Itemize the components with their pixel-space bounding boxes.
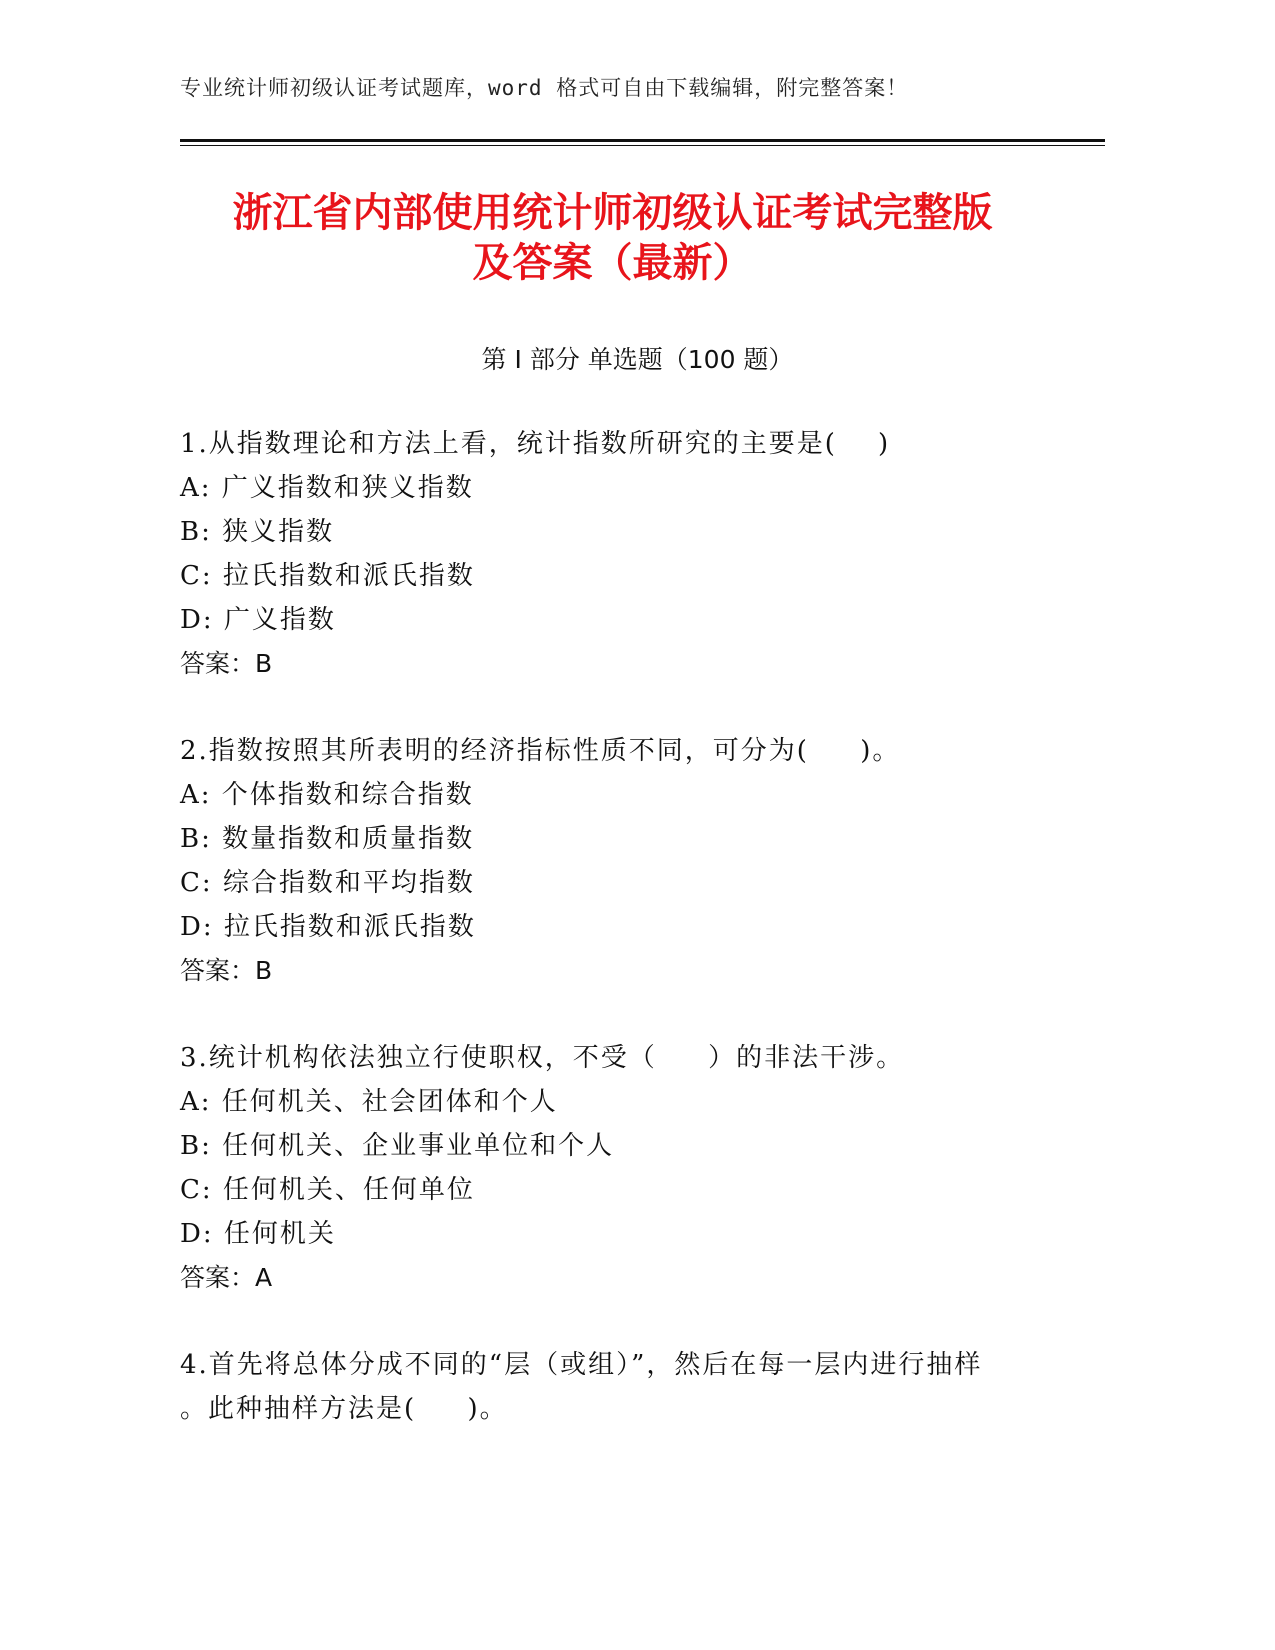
option-a: A: 任何机关、社会团体和个人 — [180, 1087, 558, 1117]
question-2 — [180, 729, 1105, 993]
option-d: D: 广义指数 — [180, 605, 336, 635]
option-b: B: 狭义指数 — [180, 517, 335, 547]
document-title — [150, 188, 1075, 288]
section-heading: 第 I 部分 单选题（100 题） — [481, 345, 794, 374]
answer: 答案：B — [180, 956, 273, 985]
option-c: C: 综合指数和平均指数 — [180, 868, 475, 898]
document-title-line-2: 及答案（最新） — [472, 240, 753, 286]
option-d: D: 任何机关 — [180, 1219, 336, 1249]
answer: 答案：B — [180, 649, 273, 678]
question-stem: 3.统计机构依法独立行使职权，不受（ ）的非法干涉。 — [180, 1043, 905, 1073]
option-c: C: 拉氏指数和派氏指数 — [180, 561, 475, 591]
header-rule-thick — [180, 139, 1105, 142]
question-1 — [180, 422, 1105, 686]
header-rule-thin — [180, 145, 1105, 146]
question-list — [180, 422, 1105, 1474]
header-note: 专业统计师初级认证考试题库，word 格式可自由下载编辑，附完整答案！ — [180, 76, 909, 100]
question-stem: 2.指数按照其所表明的经济指标性质不同，可分为( )。 — [180, 736, 901, 766]
option-a: A: 个体指数和综合指数 — [180, 780, 474, 810]
answer: 答案：A — [180, 1263, 273, 1292]
option-b: B: 数量指数和质量指数 — [180, 824, 475, 854]
question-stem-line-1: 4.首先将总体分成不同的“层（或组）”，然后在每一层内进行抽样 — [180, 1350, 983, 1380]
question-stem: 1.从指数理论和方法上看，统计指数所研究的主要是( ) — [180, 429, 891, 459]
question-3 — [180, 1036, 1105, 1300]
document-title-line-1: 浙江省内部使用统计师初级认证考试完整版 — [232, 190, 993, 236]
question-4 — [180, 1343, 1105, 1431]
question-stem-line-2: 。此种抽样方法是( )。 — [180, 1394, 508, 1424]
option-b: B: 任何机关、企业事业单位和个人 — [180, 1131, 615, 1161]
option-a: A: 广义指数和狭义指数 — [180, 473, 474, 503]
option-d: D: 拉氏指数和派氏指数 — [180, 912, 476, 942]
option-c: C: 任何机关、任何单位 — [180, 1175, 475, 1205]
